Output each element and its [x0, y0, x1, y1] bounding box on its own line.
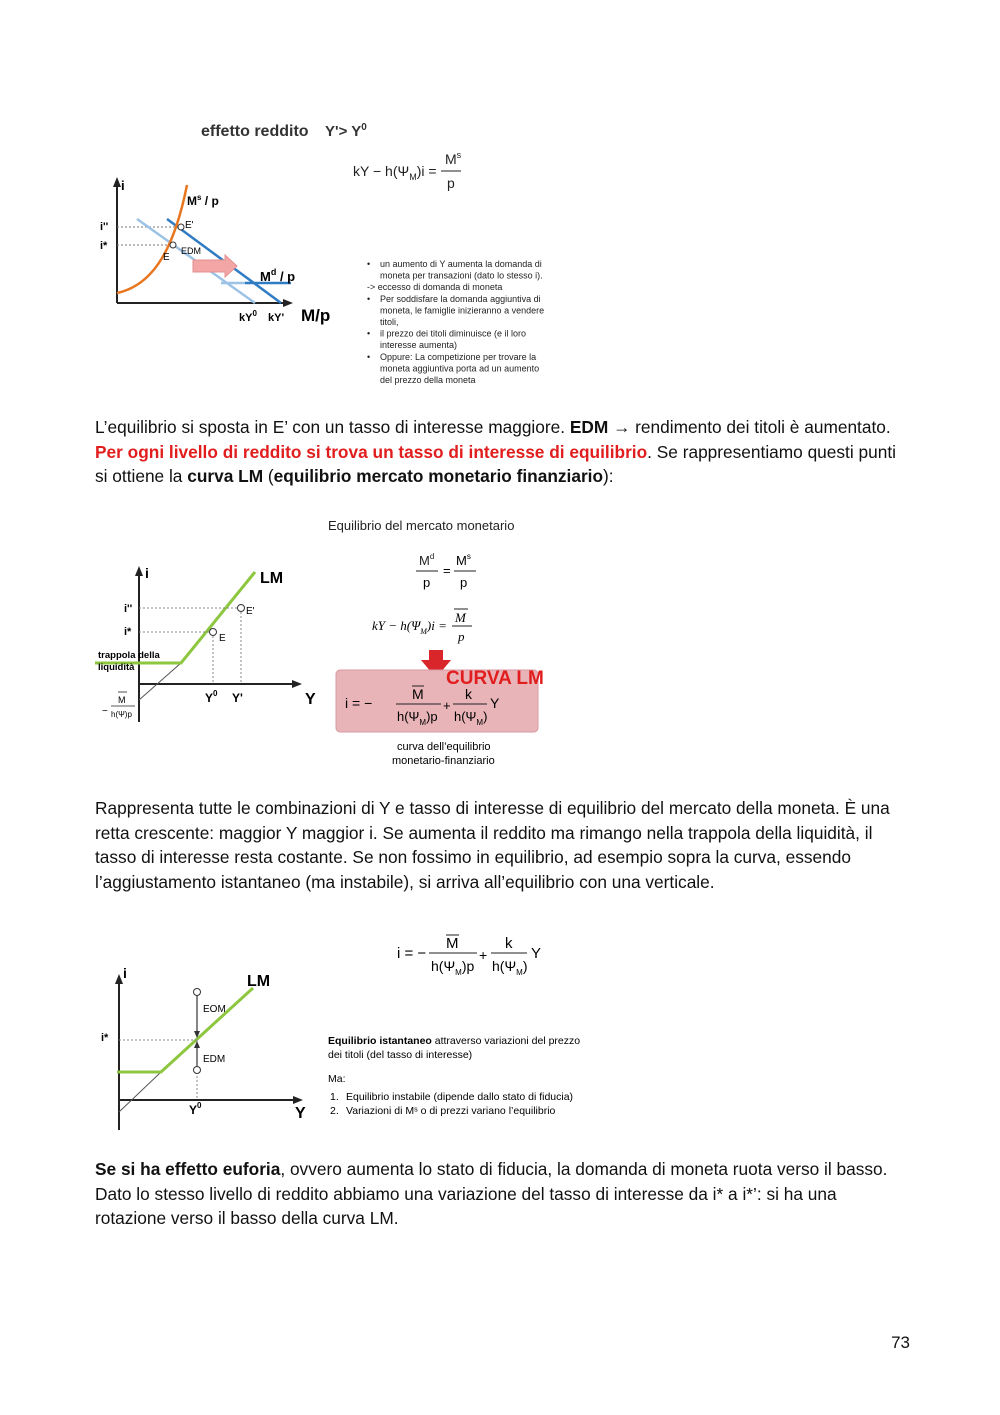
- fig2-tick-y1: Y': [232, 691, 243, 705]
- fig2-eq1-ms: $M^s$: [456, 552, 471, 568]
- fig3-ma: Ma:: [328, 1073, 346, 1085]
- fig1-point-e1: E': [185, 220, 194, 231]
- fig1-eq-den: p: [447, 175, 455, 191]
- fig3-eq-den1: $h(\Psi_M)p$: [431, 958, 475, 977]
- fig3-axis-x-label: Y: [295, 1105, 306, 1122]
- fig3-axis-y-label: i: [123, 965, 127, 981]
- fig1-tick-i1: i*: [100, 240, 108, 252]
- fig3-eq-num2: k: [505, 935, 513, 952]
- fig1-bullet-mark: •: [367, 293, 371, 304]
- fig1-eq-left: kY − $h(\Psi_M)i$ =: [353, 163, 437, 182]
- fig2-eq2-left: kY − $h(\Psi_M)i$ =: [372, 618, 447, 636]
- fig1-eq-num: $M^s$: [445, 150, 462, 167]
- fig1-ms-curve: [117, 185, 187, 293]
- fig2-eq1-p1: p: [423, 575, 431, 590]
- fig2-tick-i1: i*: [124, 626, 132, 638]
- fig2-eq1-p2: p: [460, 575, 468, 590]
- fig2-caption-2: monetario-finanziario: [392, 755, 495, 767]
- fig3-tick-i: i*: [101, 1032, 109, 1044]
- fig3-eom: EOM: [203, 1004, 226, 1015]
- fig2-box-den1: $h(\Psi_M)p$: [397, 709, 438, 727]
- fig3-edm: EDM: [203, 1054, 226, 1065]
- fig3-curve-label: LM: [247, 973, 271, 990]
- fig1-bullet-line: del prezzo della moneta: [380, 375, 476, 385]
- highlight-red: Per ogni livello di reddito si trova un tasso di interesse di equilibrio: [95, 441, 648, 462]
- fig2-eq1-eq: =: [443, 563, 451, 578]
- fig1-point-edm: EDM: [181, 246, 201, 256]
- fig1-bullet-line: Per soddisfare la domanda aggiuntiva di: [380, 293, 541, 304]
- fig2-neg-den: h(Ψ)p: [111, 710, 132, 719]
- fig2-eq2-den: p: [458, 629, 465, 644]
- fig3-item1: Equilibrio instabile (dipende dallo stato di fiducia): [346, 1091, 574, 1103]
- fig2-trap-2: liquidità: [98, 662, 135, 673]
- fig3-eq-plus: +: [479, 947, 488, 963]
- paragraph-1: L’equilibrio si sposta in E’ con un tasso di interesse maggiore. EDM → rendimento dei titoli è aumentato. Per ogni livello di reddito si trova un tasso di interesse di equilibrio. Se rappresentiamo questi punti si ottiene la curva LM (equilibrio mercato monetario finanziario):: [95, 417, 896, 486]
- fig3-eq-y: Y: [531, 945, 542, 962]
- fig1-bullet-mark: •: [367, 328, 371, 339]
- fig2-eq1-md: $M^d$: [419, 552, 435, 568]
- figure-effetto-reddito: [95, 115, 555, 390]
- fig3-desc-1: Equilibrio istantaneo attraverso variazioni del prezzo: [328, 1035, 581, 1047]
- fig2-neg-sign: −: [102, 706, 108, 717]
- figure-curva-lm: [95, 510, 575, 775]
- fig2-box-y: Y: [490, 695, 500, 711]
- fig1-axis-y-label: i: [121, 178, 125, 193]
- fig1-label-md: $M^d$ / p: [260, 267, 296, 284]
- fig3-eq-den2: $h(\Psi_M)$: [492, 958, 528, 977]
- fig2-point-e1: E': [246, 606, 255, 617]
- fig3-tick-y0: $Y^0$: [189, 1101, 202, 1117]
- fig2-tick-y0: $Y^0$: [205, 689, 218, 705]
- fig1-label-ms: $M^s$ / p: [187, 193, 219, 208]
- fig2-title: Equilibrio del mercato monetario: [328, 518, 515, 533]
- fig1-axis-x-label: M/p: [301, 306, 331, 325]
- paragraph-3: Se si ha effetto euforia, ovvero aumenta lo stato di fiducia, la domanda di moneta ruota verso il basso. Dato lo stesso livello di reddito abbiamo una variazione del tasso di interesse da i* a i*’: si ha una rotazione verso il basso della curva LM.: [95, 1159, 888, 1228]
- fig2-box-num2: k: [465, 686, 472, 702]
- fig3-desc-2: dei titoli (del tasso di interesse): [328, 1049, 473, 1061]
- fig2-box-den2: $h(\Psi_M)$: [454, 709, 488, 727]
- fig3-eq-i: i = −: [397, 945, 427, 962]
- fig1-bullet-list: [367, 259, 544, 385]
- fig1-title-cond: $Y'> Y^0$: [325, 122, 367, 140]
- fig2-caption-1: curva dell’equilibrio: [397, 741, 491, 753]
- fig1-bullet-line: Oppure: La competizione per trovare la: [380, 351, 537, 362]
- paragraph-2: Rappresenta tutte le combinazioni di Y e tasso di interesse di equilibrio del mercato della moneta. È una retta crescente: maggior Y maggior i. Se aumenta il reddito ma rimango nella trappola della liquidità, il tasso di interesse resta costante. Se non fossimo in equilibrio, ad esempio sopra la curva, essendo l’aggiustamento istantaneo (ma instabile), si arriva all’equilibrio con una verticale.: [95, 798, 890, 892]
- fig1-bullet-line: un aumento di Y aumenta la domanda di: [380, 259, 542, 269]
- fig2-curve-label: LM: [260, 570, 284, 587]
- fig3-item2: Variazioni di Mˢ o di prezzi variano l’equilibrio: [346, 1105, 556, 1117]
- fig1-bullet-line: moneta aggiuntiva porta ad un aumento: [380, 363, 540, 374]
- fig2-eq2-num: M: [455, 610, 466, 625]
- fig2-box-plus: +: [443, 698, 451, 713]
- fig2-trap-1: trappola della: [98, 650, 160, 661]
- fig2-point-e: E: [219, 633, 226, 644]
- fig2-box-title: CURVA LM: [446, 668, 544, 689]
- fig3-item1-num: 1.: [330, 1091, 339, 1103]
- fig1-bullet-mark: •: [367, 259, 371, 269]
- fig1-bullet-line: moneta, le famiglie inizieranno a vendere: [380, 305, 545, 316]
- fig1-bullet-line: interesse aumenta): [380, 340, 458, 351]
- fig2-box-num1: M: [412, 686, 424, 702]
- fig1-bullet-line: titoli,: [380, 317, 399, 327]
- fig1-bullet-line: il prezzo dei titoli diminuisce (e il loro: [380, 328, 527, 339]
- fig1-bullet-line: moneta per transazioni (dato lo stesso i).: [380, 270, 543, 281]
- fig3-eq-num1: M: [446, 935, 459, 952]
- fig3-lm-curve: [117, 988, 253, 1072]
- fig1-title: effetto reddito: [201, 123, 309, 140]
- fig2-axis-y-label: i: [145, 565, 149, 581]
- fig2-box-i: i = −: [345, 695, 373, 711]
- fig1-bullet-line: -> eccesso di domanda di moneta: [367, 282, 503, 293]
- fig1-point-e: E: [163, 252, 170, 263]
- page-number: 73: [891, 1333, 910, 1352]
- fig2-tick-i2: i'': [124, 603, 133, 615]
- fig3-item2-num: 2.: [330, 1105, 339, 1117]
- fig1-tick-ky0: $kY^0$: [239, 309, 257, 324]
- fig1-bullet-mark: •: [367, 351, 371, 362]
- fig1-tick-ky1: kY': [268, 312, 285, 324]
- fig1-tick-i2: i'': [100, 221, 109, 233]
- fig2-axis-x-label: Y: [305, 691, 316, 708]
- figure-equilibrio-istantaneo: [95, 928, 605, 1133]
- fig2-neg-num: M: [118, 695, 126, 705]
